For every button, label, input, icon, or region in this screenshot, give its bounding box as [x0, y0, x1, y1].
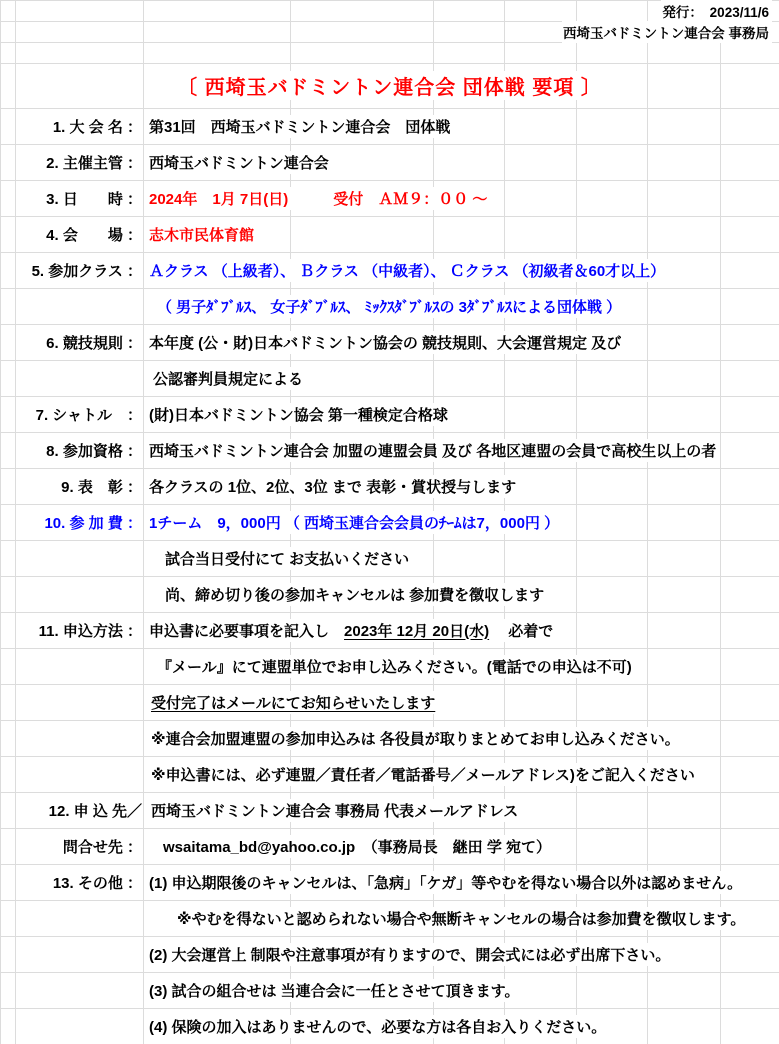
issuer: 西埼玉バドミントン連合会 事務局	[562, 21, 772, 43]
row-label: 9. 表 彰 ：	[0, 475, 143, 498]
row	[0, 432, 779, 468]
row-content: 西埼玉バドミントン連合会	[143, 151, 779, 174]
row	[0, 900, 779, 936]
row	[0, 576, 779, 612]
header-issuer-row	[0, 21, 779, 42]
row	[0, 936, 779, 972]
row-label: 問合せ先 ：	[0, 835, 143, 858]
row-content: 公認審判員規定による	[143, 367, 779, 390]
row-content: ※連合会加盟連盟の参加申込みは 各役員が取りまとめてお申し込みください。	[143, 727, 779, 750]
row-label: 10. 参 加 費 ：	[0, 511, 143, 534]
row	[0, 468, 779, 504]
row-content: (財)日本バドミントン協会 第一種検定合格球	[143, 403, 779, 426]
row-content: wsaitama_bd@yahoo.co.jp （事務局長 継田 学 宛て）	[143, 835, 779, 858]
row-label: 8. 参加資格 ：	[0, 439, 143, 462]
row-label: 6. 競技規則 ：	[0, 331, 143, 354]
header-empty-row	[0, 42, 779, 63]
row-content: 『メール』にて連盟単位でお申し込みください。(電話での申込は不可)	[143, 655, 779, 678]
title-row	[0, 63, 779, 108]
row	[0, 216, 779, 252]
row-content: 試合当日受付にて お支払いください	[143, 547, 779, 570]
row	[0, 180, 779, 216]
issue-date: 発行： 2023/11/6	[661, 0, 772, 22]
row	[0, 684, 779, 720]
row	[0, 252, 779, 288]
row	[0, 504, 779, 540]
row	[0, 648, 779, 684]
row	[0, 144, 779, 180]
row-label: 1. 大 会 名 ：	[0, 115, 143, 138]
row-content: 尚、締め切り後の参加キャンセルは 参加費を徴収します	[143, 583, 779, 606]
row-content: (4) 保険の加入はありませんので、必要な方は各自お入りください。	[143, 1015, 779, 1038]
row	[0, 972, 779, 1008]
rows	[0, 108, 779, 1044]
header-issue-row	[0, 0, 779, 21]
row-label: 2. 主催主管 ：	[0, 151, 143, 174]
row-label: 13. その他 ：	[0, 871, 143, 894]
row-content: ※やむを得ないと認められない場合や無断キャンセルの場合は参加費を徴収します。	[143, 907, 779, 930]
row-content: 申込書に必要事項を記入し 2023年 12月 20日(水) 必着で	[143, 619, 779, 642]
row-content: 2024年 1月 7日(日) 受付 ＡＭ９：００ ～	[143, 187, 779, 210]
row	[0, 1008, 779, 1044]
row	[0, 792, 779, 828]
row-label: 3. 日 時 ：	[0, 187, 143, 210]
row-content: 受付完了はメールにてお知らせいたします	[143, 691, 779, 714]
document-title: 〔 西埼玉バドミントン連合会 団体戦 要項 〕	[173, 71, 606, 100]
row-content: Ａクラス （上級者）、 Ｂクラス （中級者）、 Ｃクラス （初級者＆60才以上）	[143, 259, 779, 282]
row	[0, 540, 779, 576]
row-content: (1) 申込期限後のキャンセルは、「急病」「ケガ」等やむを得ない場合以外は認めません。	[143, 871, 779, 894]
row-label: 7. シャトル ：	[0, 403, 143, 426]
row-content: (3) 試合の組合せは 当連合会に一任とさせて頂きます。	[143, 979, 779, 1002]
row-content: 志木市民体育館	[143, 223, 779, 246]
row-content: 西埼玉バドミントン連合会 加盟の連盟会員 及び 各地区連盟の会員で高校生以上の者	[143, 439, 779, 462]
row-content: 第31回 西埼玉バドミントン連合会 団体戦	[143, 115, 779, 138]
row-content: 本年度 (公・財)日本バドミントン協会の 競技規則、大会運営規定 及び	[143, 331, 779, 354]
row-content: 各クラスの 1位、2位、3位 まで 表彰・賞状授与します	[143, 475, 779, 498]
row	[0, 864, 779, 900]
row	[0, 828, 779, 864]
row-label: 11. 申込方法 ：	[0, 619, 143, 642]
row	[0, 396, 779, 432]
row	[0, 360, 779, 396]
row-content: 1チーム 9，000円 （ 西埼玉連合会会員のﾁｰﾑは7，000円 ）	[143, 511, 779, 534]
row	[0, 324, 779, 360]
row	[0, 612, 779, 648]
row-label: 5. 参加クラス ：	[0, 259, 143, 282]
row-content: (2) 大会運営上 制限や注意事項が有りますので、開会式には必ず出席下さい。	[143, 943, 779, 966]
row-content: （ 男子ﾀﾞﾌﾞﾙｽ、 女子ﾀﾞﾌﾞﾙｽ、 ﾐｯｸｽﾀﾞﾌﾞﾙｽの 3ﾀﾞﾌﾞﾙｽによる団体戦 ）	[143, 295, 779, 318]
row	[0, 756, 779, 792]
row-label: 4. 会 場 ：	[0, 223, 143, 246]
row	[0, 720, 779, 756]
row-content: 西埼玉バドミントン連合会 事務局 代表メールアドレス	[143, 799, 779, 822]
row-label: 12. 申 込 先／	[0, 799, 143, 822]
row-content: ※申込書には、必ず連盟／責任者／電話番号／メールアドレス)をご記入ください	[143, 763, 779, 786]
row	[0, 108, 779, 144]
row	[0, 288, 779, 324]
